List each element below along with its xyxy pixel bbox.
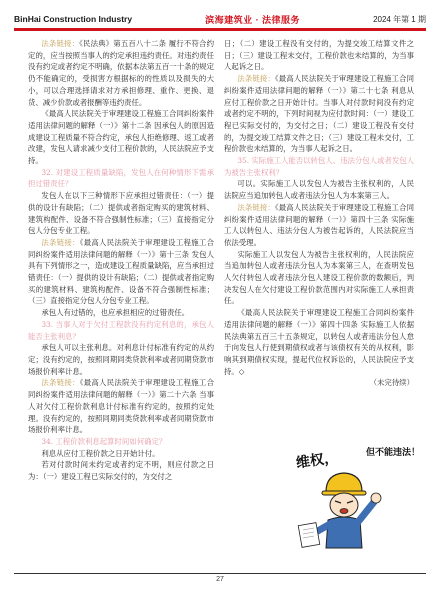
company-name: BinHai Construction Industry: [14, 14, 133, 24]
paragraph: 《最高人民法院关于审理建设工程施工合同纠纷案件适用法律问题的解释（一）》第四十四条 实际施工人依据民法典第五百三十五条规定，以转包人或者违法分包人怠于向发包人行使到期债权或者与该债权有关的从权利，影响其到期债权实现，提起代位权诉讼的，人民法院应予支持。◇: [224, 308, 414, 376]
left-column: [28, 38, 214, 483]
to-be-continued: （未完待续）: [369, 378, 414, 388]
law-link-label: 法条链接：: [237, 74, 275, 84]
question-heading-35: 35. 实际施工人能否以转包人、违法分包人或者发包人为被告主张权利？: [224, 156, 415, 177]
paragraph: 法条链接：《最高人民法院关于审理建设工程施工合同纠纷案件适用法律问题的解释（一）》第二十七条 利息从应付工程价款之日开始计付。当事人对付款时间没有约定或者约定不明的，下列时间视为应付款时间：（一）建设工程已实际交付的，为交付之日；（二）建设工程没有交付的，为提交竣工结算文件之日；（三）建设工程未交付，工程价款也未结算的，为当事人起诉之日。: [224, 74, 414, 154]
question-heading-33: 33. 当事人对于欠付工程款没有约定利息的，承包人能否主张利息？: [28, 319, 214, 341]
magazine-title: 滨海建筑业 · 法律服务: [205, 14, 301, 25]
page-number: 27: [216, 576, 224, 583]
paragraph: 法条链接：《民法典》第五百八十二条 履行不符合约定的，应当按照当事人的约定承担违约责任。对违约责任没有约定或者约定不明确，依据本法第五百一十条的规定仍不能确定的，受损害方根据标的的性质以及损失的大小，可以合理选择请求对方承担修理、重作、更换、退货、减少价款或者报酬等违约责任。: [28, 39, 214, 107]
paragraph: 可以。实际施工人以发包人为被告主张权利的，人民法院应当追加转包人或者违法分包人为本案第三人。: [224, 179, 414, 201]
law-link-label: 法条链接：: [41, 39, 80, 48]
header-rule: [14, 28, 426, 31]
question-heading-34: 34. 工程价款利息起算时间如何确定？: [41, 436, 167, 446]
paragraph: 《最高人民法院关于审理建设工程施工合同纠纷案件适用法律问题的解释（一）》第十二条 因承包人的原因造成建设工程质量不符合约定，承包人拒绝修理、返工或者改建，发包人请求减少支付工程价款的，人民法院应予支持。: [28, 109, 214, 166]
footer-rule: [14, 573, 426, 574]
illustration-caption-right: 但不能违法！: [366, 448, 421, 458]
law-link-label: 法条链接：: [237, 202, 275, 212]
paragraph: 若对付款时间未约定或者约定不明，则应付款之日为：（一）建设工程已实际交付的，为交付之: [28, 460, 214, 482]
law-link-label: 法条链接：: [41, 378, 80, 388]
right-column: [224, 38, 414, 389]
paragraph: 法条链接：《最高人民法院关于审理建设工程施工合同纠纷案件适用法律问题的解释（一）》第十三条 发包人具有下列情形之一，造成建设工程质量缺陷，应当承担过错责任：（一）提供的设计有缺陷；（二）提供或者指定购买的建筑材料、建筑构配件、设备不符合强制性标准；（三）直接指定分包人分包专业工程。: [28, 237, 214, 306]
paragraph: 法条链接：《最高人民法院关于审理建设工程施工合同纠纷案件适用法律问题的解释（一）》第四十三条 实际施工人以转包人、违法分包人为被告起诉的，人民法院应当依法受理。: [224, 202, 414, 247]
paragraph: 日；（二）建设工程没有交付的，为提交竣工结算文件之日；（三）建设工程未交付，工程价款也未结算的，为当事人起诉之日。: [224, 39, 414, 72]
paragraph: 法条链接：《最高人民法院关于审理建设工程施工合同纠纷案件适用法律问题的解释（一）》第二十六条 当事人对欠付工程价款利息计付标准有约定的，按照约定处理。没有约定的，按照同期同类贷款利率或者同期贷款市场报价利率计息。: [28, 378, 214, 435]
paragraph: 承包人可以主张利息。对利息计付标准有约定的从约定；没有约定的，按照同期同类贷款利率或者同期贷款市场报价利率计息。: [28, 343, 214, 376]
law-link-label: 法条链接：: [41, 237, 80, 247]
issue-number: 2024 年第 1 期: [373, 14, 426, 24]
page-header: [14, 10, 426, 28]
worker-illustration: [292, 440, 421, 550]
illustration-caption-left: 维权，: [295, 449, 339, 472]
paragraph: 利息从应付工程价款之日开始计付。: [41, 448, 160, 458]
paragraph: 承包人有过错的，也应承担相应的过错责任。: [41, 308, 190, 318]
question-heading-32: 32. 对建设工程质量缺陷，发包人在何种情形下需承担过错责任？: [28, 167, 214, 189]
paragraph: 实际施工人以发包人为被告主张权利的，人民法院应当追加转包人或者违法分包人为本案第三人，在查明发包人欠付转包人或者违法分包人建设工程价款的数额后，判决发包人在欠付建设工程价款范围内对实际施工人承担责任。: [224, 249, 414, 306]
paragraph: 发包人在以下三种情形下应承担过错责任：（一）提供的设计有缺陷；（二）提供或者指定购买的建筑材料、建筑构配件、设备不符合强制性标准；（三）直接指定分包人分包专业工程。: [28, 191, 214, 236]
